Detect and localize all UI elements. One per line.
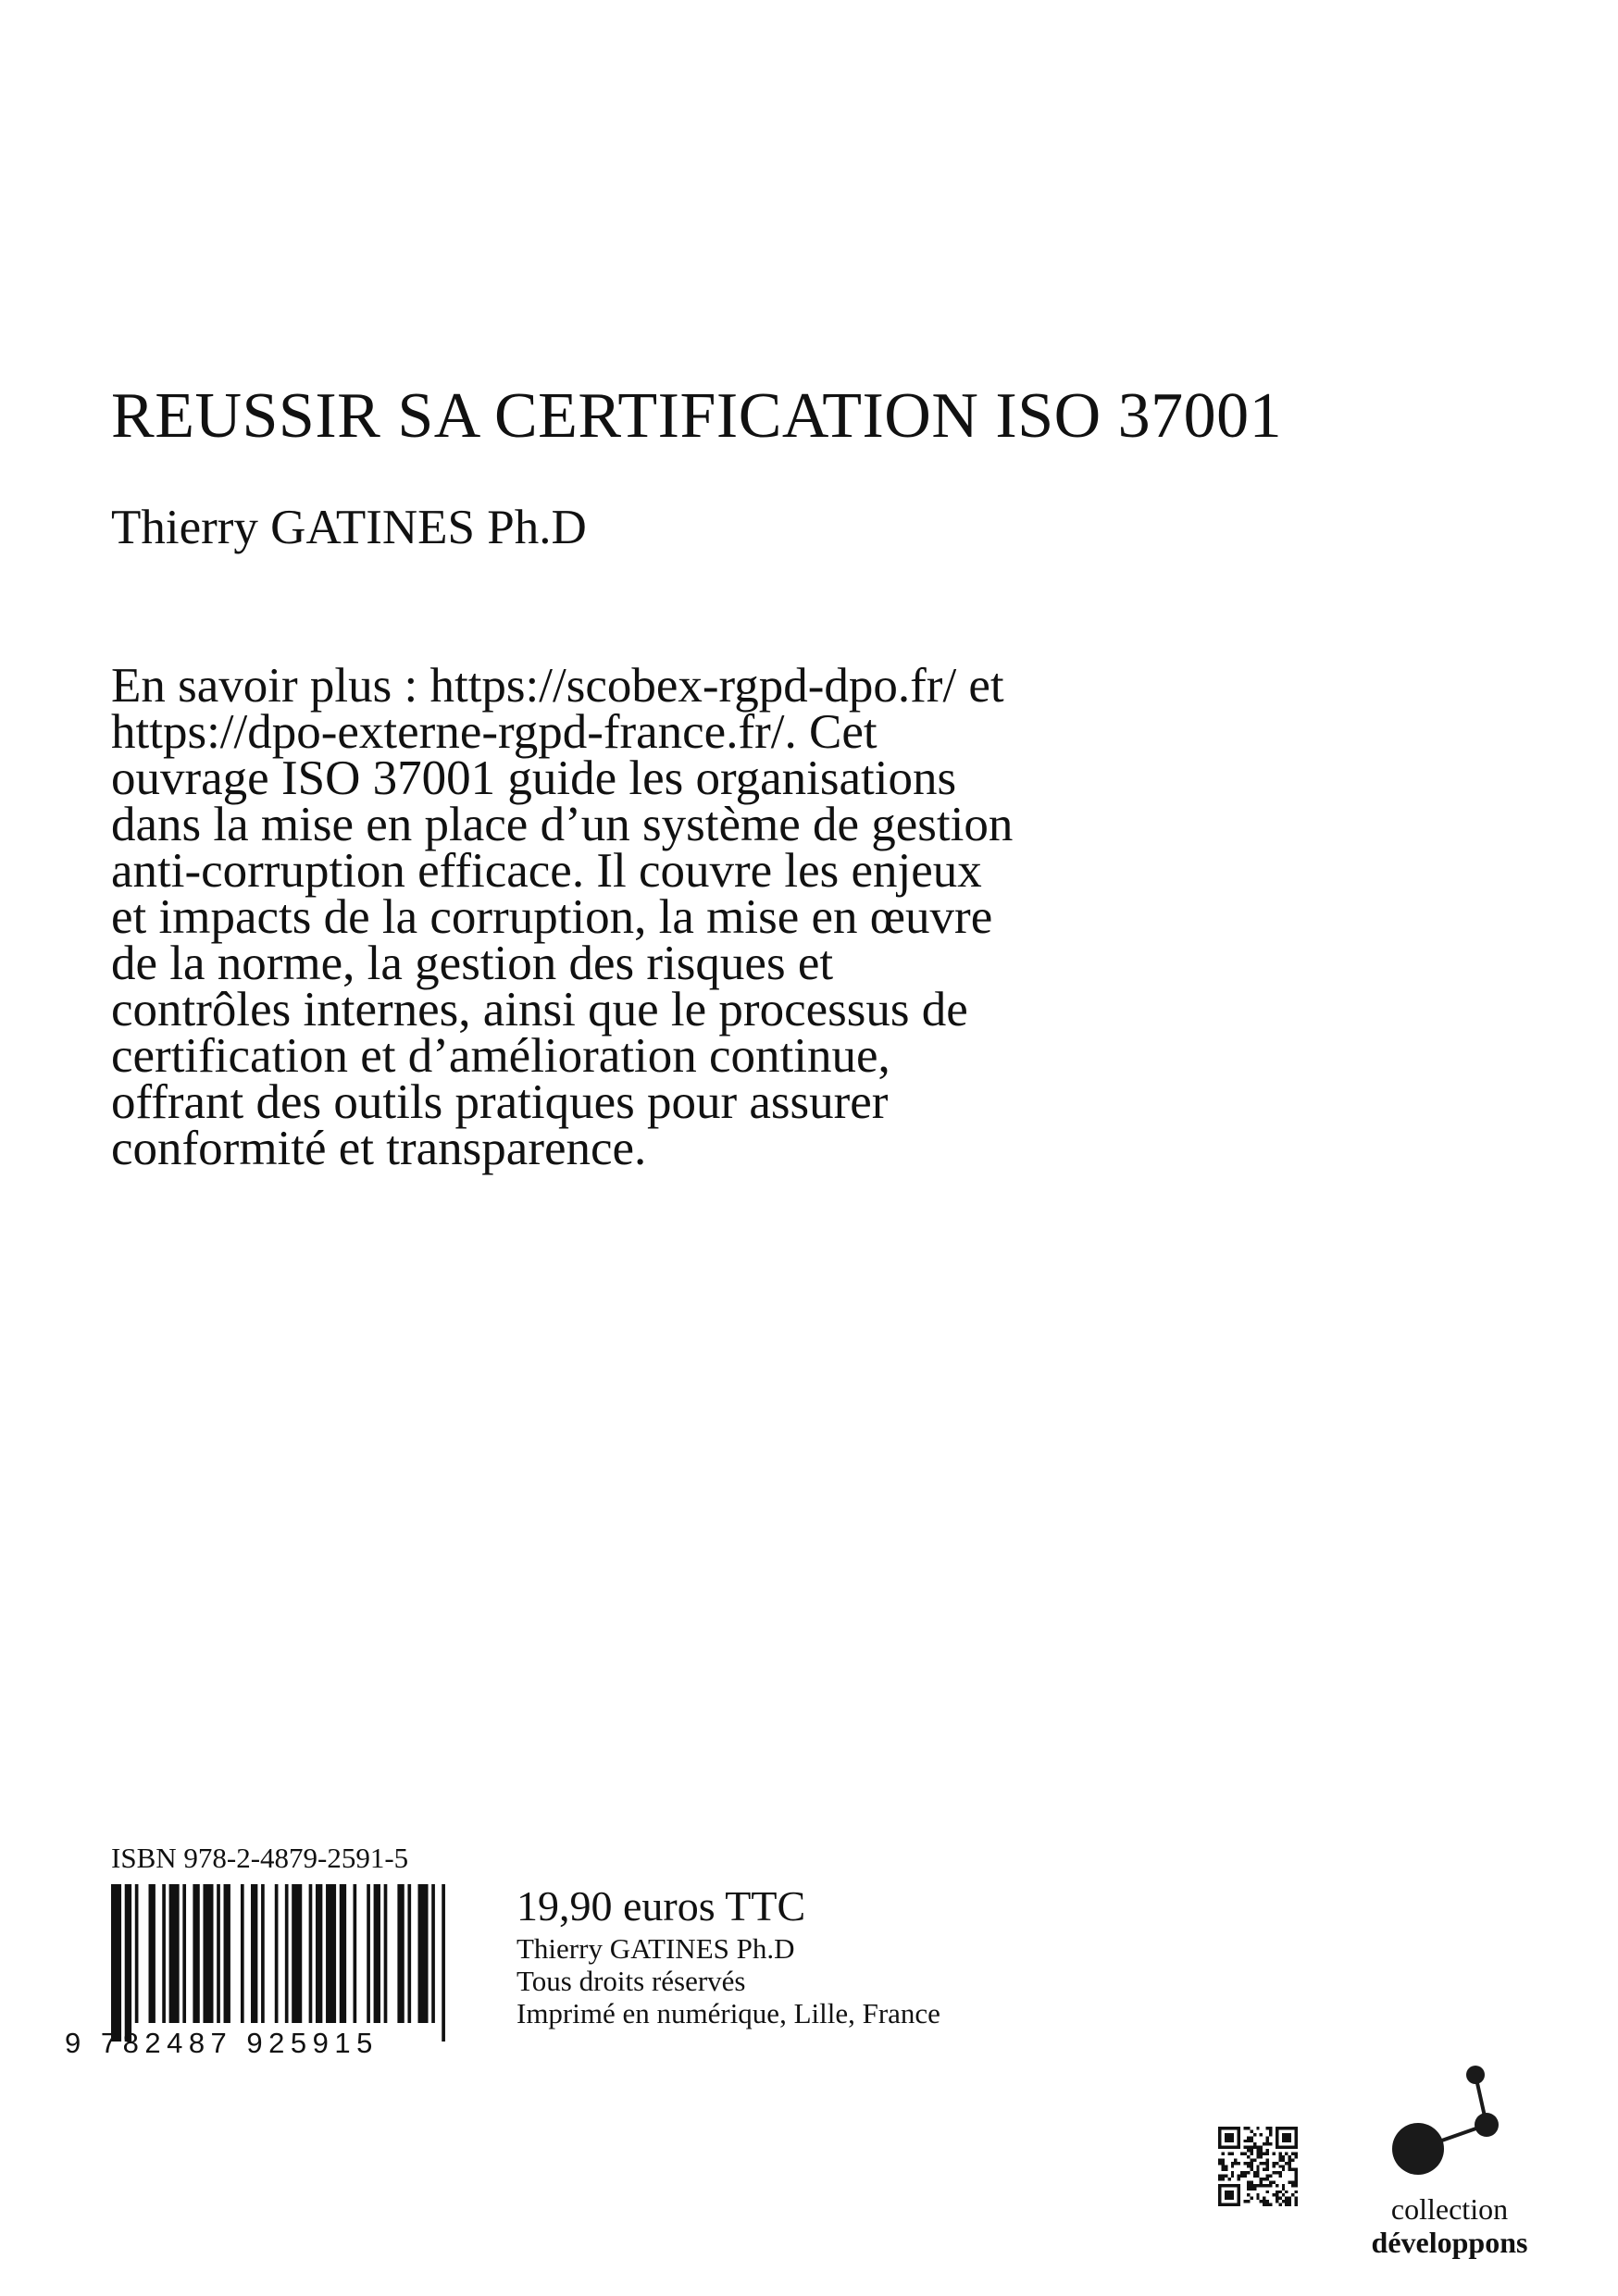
qr-module bbox=[1256, 2165, 1259, 2167]
qr-module bbox=[1263, 2203, 1265, 2206]
qr-module bbox=[1250, 2197, 1252, 2200]
qr-module bbox=[1266, 2178, 1269, 2180]
qr-module bbox=[1247, 2162, 1250, 2165]
qr-module bbox=[1247, 2140, 1250, 2142]
qr-module bbox=[1282, 2193, 1285, 2196]
qr-module bbox=[1278, 2171, 1281, 2174]
qr-module bbox=[1272, 2193, 1275, 2196]
qr-module bbox=[1285, 2200, 1288, 2203]
qr-module bbox=[1250, 2153, 1252, 2155]
qr-module bbox=[1266, 2203, 1269, 2206]
collection-molecule-logo-icon bbox=[1379, 2060, 1503, 2184]
description-line: contrôles internes, ainsi que le processus de bbox=[111, 983, 968, 1036]
qr-module bbox=[1247, 2155, 1250, 2158]
qr-module bbox=[1260, 2133, 1263, 2136]
qr-module bbox=[1282, 2168, 1285, 2171]
qr-module bbox=[1238, 2162, 1240, 2165]
qr-module bbox=[1295, 2203, 1298, 2206]
barcode-bar bbox=[224, 1884, 230, 2023]
qr-module bbox=[1278, 2153, 1281, 2155]
qr-module bbox=[1291, 2193, 1294, 2196]
qr-module bbox=[1278, 2155, 1281, 2158]
qr-module bbox=[1260, 2180, 1263, 2183]
qr-module bbox=[1263, 2153, 1265, 2155]
qr-module bbox=[1272, 2171, 1275, 2174]
qr-module bbox=[1225, 2191, 1234, 2200]
qr-module bbox=[1250, 2184, 1252, 2187]
qr-module bbox=[1291, 2153, 1294, 2155]
qr-module bbox=[1282, 2155, 1285, 2158]
qr-module bbox=[1244, 2127, 1247, 2129]
description-line: et impacts de la corruption, la mise en œuvre bbox=[111, 890, 993, 944]
book-title: REUSSIR SA CERTIFICATION ISO 37001 bbox=[111, 380, 1283, 452]
qr-module bbox=[1244, 2146, 1247, 2149]
qr-module bbox=[1256, 2127, 1259, 2129]
qr-module bbox=[1231, 2153, 1234, 2155]
qr-module bbox=[1247, 2200, 1250, 2203]
qr-module bbox=[1295, 2168, 1298, 2171]
qr-module bbox=[1247, 2165, 1250, 2167]
barcode-bar bbox=[149, 1884, 156, 2023]
barcode-bar bbox=[407, 1884, 411, 2023]
qr-module bbox=[1250, 2129, 1252, 2132]
qr-module bbox=[1256, 2193, 1259, 2196]
qr-module bbox=[1266, 2175, 1269, 2178]
qr-module bbox=[1247, 2127, 1250, 2129]
barcode-bar bbox=[241, 1884, 244, 2023]
qr-module bbox=[1291, 2180, 1294, 2183]
qr-module bbox=[1247, 2180, 1250, 2183]
qr-module bbox=[1244, 2200, 1247, 2203]
book-author: Thierry GATINES Ph.D bbox=[111, 501, 587, 554]
qr-module bbox=[1247, 2193, 1250, 2196]
qr-module bbox=[1225, 2168, 1227, 2171]
collection-name: développons bbox=[1371, 2226, 1528, 2259]
qr-module bbox=[1263, 2184, 1265, 2187]
qr-module bbox=[1269, 2203, 1272, 2206]
qr-module bbox=[1272, 2162, 1275, 2165]
qr-module bbox=[1278, 2191, 1281, 2193]
isbn-barcode-icon bbox=[111, 1884, 455, 2042]
qr-module bbox=[1295, 2175, 1298, 2178]
barcode-bar bbox=[442, 1884, 445, 2042]
qr-module bbox=[1256, 2175, 1259, 2178]
qr-module bbox=[1285, 2197, 1288, 2200]
barcode-bar bbox=[135, 1884, 139, 2023]
qr-module bbox=[1250, 2158, 1252, 2161]
qr-module bbox=[1266, 2149, 1269, 2152]
qr-module bbox=[1285, 2162, 1288, 2165]
qr-module bbox=[1285, 2153, 1288, 2155]
barcode-bar bbox=[217, 1884, 220, 2023]
qr-module bbox=[1260, 2155, 1263, 2158]
barcode-bar bbox=[431, 1884, 435, 2023]
qr-module bbox=[1260, 2162, 1263, 2165]
qr-module bbox=[1218, 2162, 1221, 2165]
barcode-bar bbox=[367, 1884, 370, 2023]
qr-module bbox=[1266, 2165, 1269, 2167]
qr-module bbox=[1266, 2136, 1269, 2139]
qr-module bbox=[1250, 2180, 1252, 2183]
qr-module bbox=[1231, 2165, 1234, 2167]
qr-module bbox=[1253, 2175, 1256, 2178]
description-line: certification et d’amélioration continue, bbox=[111, 1029, 890, 1083]
qr-module bbox=[1256, 2197, 1259, 2200]
qr-module bbox=[1295, 2155, 1298, 2158]
qr-module bbox=[1256, 2153, 1259, 2155]
qr-module bbox=[1260, 2146, 1263, 2149]
barcode-bar bbox=[125, 1884, 131, 2042]
qr-module bbox=[1278, 2203, 1281, 2206]
qr-module bbox=[1269, 2129, 1272, 2132]
qr-module bbox=[1263, 2178, 1265, 2180]
barcode-bar bbox=[169, 1884, 180, 2023]
qr-module bbox=[1240, 2153, 1243, 2155]
description-line: ouvrage ISO 37001 guide les organisations bbox=[111, 751, 957, 805]
qr-module bbox=[1269, 2175, 1272, 2178]
qr-module bbox=[1256, 2155, 1259, 2158]
qr-module bbox=[1260, 2149, 1263, 2152]
qr-module bbox=[1221, 2175, 1224, 2178]
qr-module bbox=[1295, 2153, 1298, 2155]
qr-module bbox=[1247, 2136, 1250, 2139]
qr-module bbox=[1218, 2178, 1221, 2180]
qr-module bbox=[1282, 2133, 1291, 2142]
qr-module bbox=[1276, 2200, 1278, 2203]
qr-module bbox=[1276, 2193, 1278, 2196]
barcode-bar bbox=[309, 1884, 313, 2023]
description-line: conformité et transparence. bbox=[111, 1122, 647, 1175]
qr-module bbox=[1282, 2187, 1285, 2190]
description-line: de la norme, la gestion des risques et bbox=[111, 937, 834, 990]
qr-module bbox=[1295, 2171, 1298, 2174]
qr-module bbox=[1238, 2178, 1240, 2180]
qr-module bbox=[1295, 2184, 1298, 2187]
qr-module bbox=[1278, 2158, 1281, 2161]
qr-module bbox=[1288, 2180, 1291, 2183]
qr-module bbox=[1276, 2197, 1278, 2200]
qr-module bbox=[1282, 2165, 1285, 2167]
isbn-label: ISBN 978-2-4879-2591-5 bbox=[111, 1842, 409, 1874]
description-line: dans la mise en place d’un système de gestion bbox=[111, 798, 1014, 851]
qr-module bbox=[1295, 2200, 1298, 2203]
qr-module bbox=[1263, 2162, 1265, 2165]
qr-module bbox=[1231, 2171, 1234, 2174]
qr-module bbox=[1244, 2153, 1247, 2155]
qr-module bbox=[1266, 2127, 1269, 2129]
qr-module bbox=[1238, 2175, 1240, 2178]
barcode-bar bbox=[203, 1884, 213, 2023]
collection-label: collection bbox=[1390, 2192, 1509, 2226]
qr-module bbox=[1276, 2162, 1278, 2165]
barcode-bar bbox=[162, 1884, 166, 2023]
qr-module bbox=[1291, 2158, 1294, 2161]
qr-module bbox=[1250, 2146, 1252, 2149]
qr-module bbox=[1272, 2165, 1275, 2167]
qr-module bbox=[1253, 2146, 1256, 2149]
qr-module bbox=[1256, 2146, 1259, 2149]
qr-module bbox=[1256, 2171, 1259, 2174]
qr-module bbox=[1295, 2178, 1298, 2180]
qr-module bbox=[1247, 2146, 1250, 2149]
qr-module bbox=[1278, 2197, 1281, 2200]
qr-module bbox=[1288, 2203, 1291, 2206]
qr-module bbox=[1282, 2184, 1285, 2187]
description-line: En savoir plus : https://scobex-rgpd-dpo.fr/ et bbox=[111, 659, 1004, 713]
footer-author: Thierry GATINES Ph.D bbox=[517, 1932, 795, 1965]
qr-module bbox=[1247, 2184, 1250, 2187]
barcode-bar bbox=[340, 1884, 346, 2023]
qr-module bbox=[1263, 2142, 1265, 2145]
qr-module bbox=[1260, 2184, 1263, 2187]
qr-module bbox=[1240, 2171, 1243, 2174]
qr-module bbox=[1240, 2175, 1243, 2178]
qr-module bbox=[1260, 2178, 1263, 2180]
qr-module bbox=[1295, 2180, 1298, 2183]
qr-module bbox=[1250, 2162, 1252, 2165]
qr-module bbox=[1266, 2142, 1269, 2145]
qr-module bbox=[1225, 2165, 1227, 2167]
qr-module bbox=[1260, 2200, 1263, 2203]
qr-module bbox=[1256, 2184, 1259, 2187]
qr-module bbox=[1266, 2140, 1269, 2142]
qr-module bbox=[1221, 2178, 1224, 2180]
barcode-bar bbox=[182, 1884, 186, 2023]
barcode-bar bbox=[275, 1884, 279, 2023]
qr-module bbox=[1244, 2140, 1247, 2142]
book-description bbox=[111, 659, 1259, 1175]
qr-module bbox=[1288, 2197, 1291, 2200]
qr-module bbox=[1276, 2191, 1278, 2193]
barcode-bar bbox=[193, 1884, 199, 2023]
qr-module bbox=[1247, 2171, 1250, 2174]
qr-module bbox=[1256, 2149, 1259, 2152]
barcode-bar bbox=[326, 1884, 336, 2023]
qr-module bbox=[1260, 2153, 1263, 2155]
qr-module bbox=[1266, 2200, 1269, 2203]
qr-module bbox=[1288, 2168, 1291, 2171]
qr-module bbox=[1247, 2149, 1250, 2152]
qr-module bbox=[1221, 2153, 1224, 2155]
qr-module bbox=[1231, 2175, 1234, 2178]
qr-module bbox=[1231, 2162, 1234, 2165]
qr-module bbox=[1244, 2175, 1247, 2178]
qr-module bbox=[1225, 2133, 1234, 2142]
qr-module bbox=[1272, 2180, 1275, 2183]
qr-module bbox=[1282, 2200, 1285, 2203]
qr-module bbox=[1291, 2168, 1294, 2171]
qr-module bbox=[1269, 2127, 1272, 2129]
description-line: anti-corruption efficace. Il couvre les enjeux bbox=[111, 844, 982, 898]
qr-module bbox=[1253, 2184, 1256, 2187]
qr-module bbox=[1263, 2200, 1265, 2203]
qr-module bbox=[1250, 2149, 1252, 2152]
qr-module bbox=[1269, 2180, 1272, 2183]
barcode-bar bbox=[251, 1884, 257, 2023]
qr-module bbox=[1278, 2175, 1281, 2178]
qr-module bbox=[1221, 2165, 1224, 2167]
qr-module bbox=[1263, 2197, 1265, 2200]
qr-module bbox=[1244, 2171, 1247, 2174]
barcode-bar bbox=[111, 1884, 121, 2042]
qr-module bbox=[1227, 2178, 1230, 2180]
qr-module bbox=[1276, 2171, 1278, 2174]
qr-module bbox=[1288, 2158, 1291, 2161]
barcode-digits: 9 782487 925915 bbox=[65, 2027, 379, 2059]
qr-module bbox=[1227, 2153, 1230, 2155]
qr-module bbox=[1253, 2142, 1256, 2145]
print-location: Imprimé en numérique, Lille, France bbox=[517, 1997, 940, 2029]
qr-module bbox=[1250, 2136, 1252, 2139]
price: 19,90 euros TTC bbox=[517, 1882, 806, 1930]
qr-module bbox=[1247, 2187, 1250, 2190]
qr-module bbox=[1266, 2191, 1269, 2193]
qr-module bbox=[1250, 2187, 1252, 2190]
qr-module bbox=[1266, 2184, 1269, 2187]
qr-module bbox=[1266, 2158, 1269, 2161]
qr-module bbox=[1250, 2140, 1252, 2142]
qr-module bbox=[1253, 2133, 1256, 2136]
barcode-bar bbox=[417, 1884, 428, 2023]
qr-module bbox=[1250, 2168, 1252, 2171]
qr-module bbox=[1253, 2187, 1256, 2190]
barcode-bar bbox=[354, 1884, 357, 2023]
qr-module bbox=[1288, 2162, 1291, 2165]
qr-module bbox=[1266, 2168, 1269, 2171]
qr-module bbox=[1234, 2158, 1237, 2161]
qr-module bbox=[1269, 2142, 1272, 2145]
qr-module bbox=[1266, 2153, 1269, 2155]
qr-module bbox=[1295, 2197, 1298, 2200]
barcode-bar bbox=[374, 1884, 380, 2023]
qr-module bbox=[1269, 2133, 1272, 2136]
qr-module bbox=[1285, 2191, 1288, 2193]
qr-module bbox=[1272, 2153, 1275, 2155]
barcode-bar bbox=[316, 1884, 322, 2023]
qr-module bbox=[1276, 2184, 1278, 2187]
qr-module bbox=[1295, 2191, 1298, 2193]
qr-module bbox=[1269, 2184, 1272, 2187]
description-line: offrant des outils pratiques pour assurer bbox=[111, 1075, 889, 1129]
qr-module bbox=[1225, 2175, 1227, 2178]
qr-module bbox=[1288, 2165, 1291, 2167]
qr-module bbox=[1288, 2200, 1291, 2203]
qr-module bbox=[1291, 2184, 1294, 2187]
qr-module bbox=[1253, 2158, 1256, 2161]
qr-module bbox=[1285, 2203, 1288, 2206]
barcode-bar bbox=[292, 1884, 302, 2023]
barcode-bar bbox=[397, 1884, 404, 2023]
barcode-bar bbox=[285, 1884, 289, 2023]
qr-module bbox=[1221, 2158, 1224, 2161]
qr-module bbox=[1253, 2171, 1256, 2174]
qr-module bbox=[1221, 2162, 1224, 2165]
qr-module bbox=[1256, 2168, 1259, 2171]
qr-module bbox=[1234, 2162, 1237, 2165]
qr-module bbox=[1218, 2175, 1221, 2178]
qr-module bbox=[1218, 2158, 1221, 2161]
qr-module bbox=[1250, 2165, 1252, 2167]
qr-code-icon bbox=[1218, 2127, 1298, 2206]
barcode-bar bbox=[261, 1884, 265, 2023]
rights-notice: Tous droits réservés bbox=[517, 1965, 746, 1997]
qr-module bbox=[1266, 2162, 1269, 2165]
qr-module bbox=[1244, 2162, 1247, 2165]
qr-module bbox=[1278, 2165, 1281, 2167]
barcode-bar bbox=[384, 1884, 388, 2023]
description-line: https://dpo-externe-rgpd-france.fr/. Cet bbox=[111, 705, 877, 759]
qr-module bbox=[1263, 2168, 1265, 2171]
qr-module bbox=[1288, 2155, 1291, 2158]
qr-module bbox=[1221, 2168, 1224, 2171]
qr-module bbox=[1282, 2158, 1285, 2161]
